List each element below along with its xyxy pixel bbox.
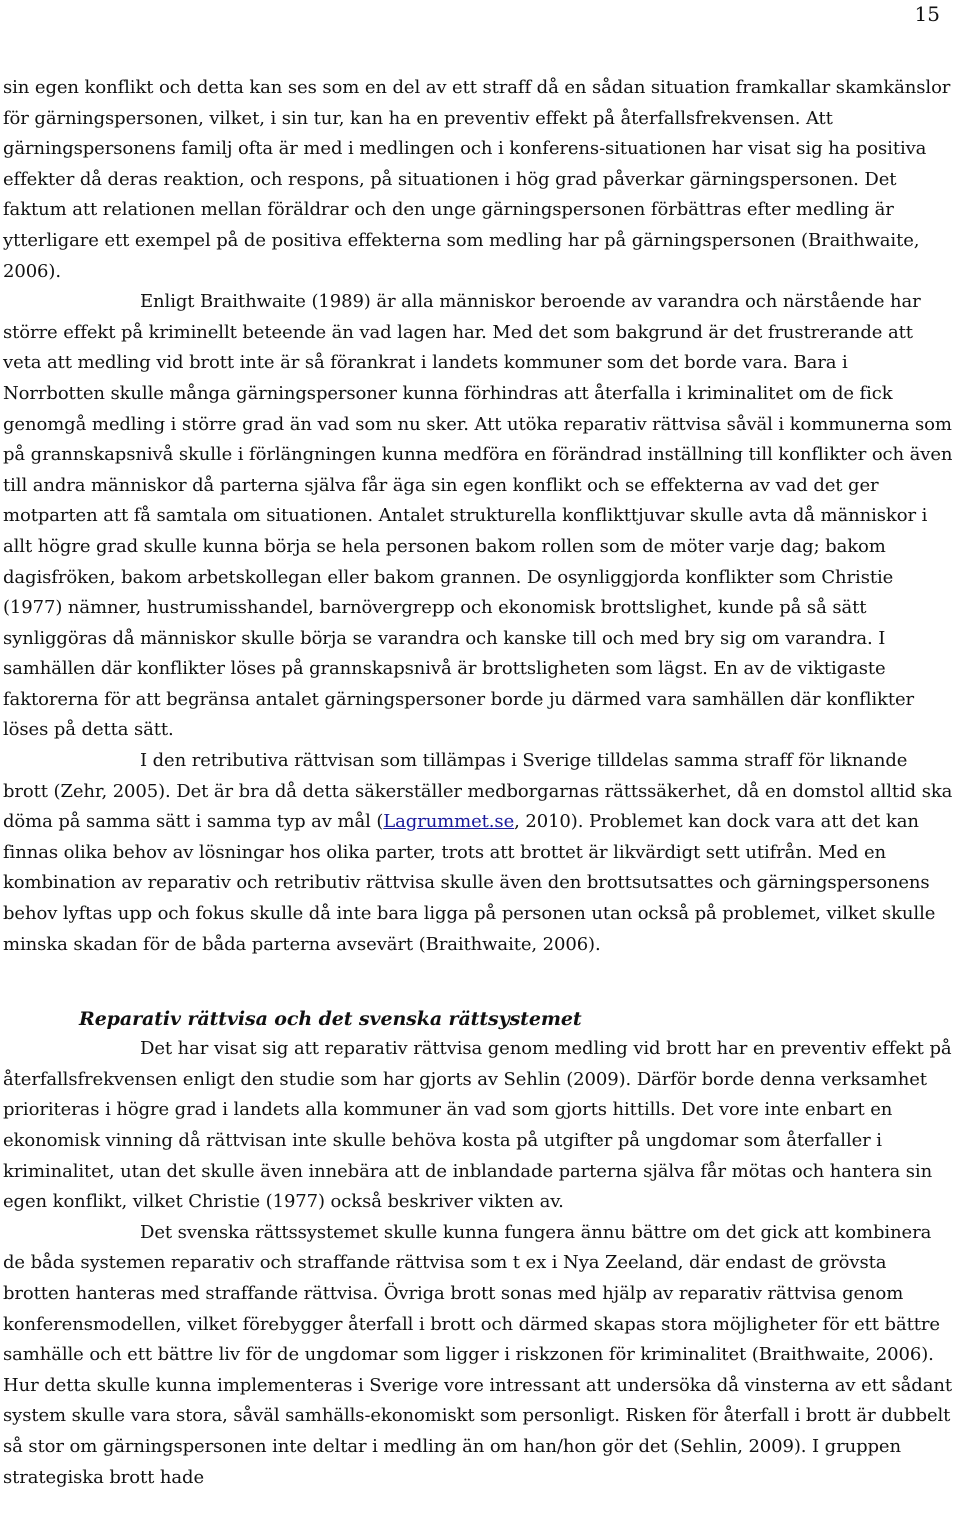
paragraph-rattssystemet: Det svenska rättssystemet skulle kunna fungera ännu bättre om det gick att kombinera de båda systemen reparativ och straffande rättvisa som t ex i Nya Zeeland, där endast de grövsta brotten hanteras med straffande rättvisa. Övriga brott sonas med hjälp av reparativ rättvisa genom konferensmodellen, vilket förebygger återfall i brott och därmed skapas stora möjligheter för ett bättre samhälle och ett bättre liv för de ungdomar som ligger i riskzonen för kriminalitet (Braithwaite, 2006). Hur detta skulle kunna implementeras i Sverige vore intressant att undersöka då vinsterna av ett sådant system skulle vara stora, såväl samhälls-ekonomiskt som personligt. Risken för återfall i brott är dubbelt så stor om gärningspersonen inte deltar i medling än om han/hon gör det (Sehlin, 2009). I gruppen strategiska brott hade xyxy=(3,1221,952,1488)
document-body xyxy=(3,73,953,1493)
paragraph-braithwaite: Enligt Braithwaite (1989) är alla människor beroende av varandra och närstående har större effekt på kriminellt beteende än vad lagen har. Med det som bakgrund är det frustrerande att veta att medling vid brott inte är så förankrat i landets kommuner som det borde vara. Bara i Norrbotten skulle många gärningspersoner kunna förhindras att återfalla i kriminalitet om de fick genomgå medling i större grad än vad som nu sker. Att utöka reparativ rättvisa såväl i kommunerna som på grannskapsnivå skulle i förlängningen kunna medföra en förändrad inställning till konflikter och även till andra människor då parterna själva får äga sin egen konflikt och se effekterna av vad det ger motparten att få samtala om situationen. Antalet strukturella konflikttjuvar skulle avta då människor i allt högre grad skulle kunna börja se hela personen bakom rollen som de möter varje dag; bakom dagisfröken, bakom arbetskollegan eller bakom grannen. De osynliggjorda konflikter som Christie (1977) nämner, hustrumisshandel, barnövergrepp och ekonomisk brottslighet, kunde på så sätt synliggöras då människor skulle börja se varandra och kanske till och med bry sig om varandra. I samhällen där konflikter löses på grannskapsnivå är brottsligheten som lägst. En av de viktigaste faktorerna för att begränsa antalet gärningspersoner borde ju därmed vara samhällen där konflikter löses på detta sätt. xyxy=(3,291,953,741)
paragraph-continuation: sin egen konflikt och detta kan ses som en del av ett straff då en sådan situation framkallar skamkänslor för gärningspersonen, vilket, i sin tur, kan ha en preventiv effekt på återfallsfrekvensen. Att gärningspersonens familj ofta är med i medlingen och i konferens-situationen har visat sig ha positiva effekter då deras reaktion, och respons, på situationen i hög grad påverkar gärningspersonen. Det faktum att relationen mellan föräldrar och den unge gärningspersonen förbättras efter medling är ytterligare ett exempel på de positiva effekterna som medling har på gärningspersonen (Braithwaite, 2006). xyxy=(3,77,951,282)
paragraph-retributiva-text-before-link: I den retributiva rättvisan som tillämpas i Sverige tilldelas samma straff för liknande brott (Zehr, 2005). Det är bra då detta säkerställer medborgarnas rättssäkerhet, då en domstol alltid ska döma på samma sätt i samma typ av mål ( xyxy=(3,750,953,833)
section-heading: Reparativ rättvisa och det svenska rättsystemet xyxy=(79,1008,582,1031)
paragraph-retributiva-text-after-link: , 2010). Problemet kan dock vara att det kan finnas olika behov av lösningar hos olika parter, trots att brottet är likvärdigt sett utifrån. Med en kombination av reparativ och retributiv rättvisa skulle även den brottsutsattes och gärningspersonens behov lyftas upp och fokus skulle då inte bara ligga på personen utan också på problemet, vilket skulle minska skadan för de båda parterna avsevärt (Braithwaite, 2006). xyxy=(3,811,936,955)
paragraph-medling-effekt: Det har visat sig att reparativ rättvisa genom medling vid brott har en preventiv effekt på återfallsfrekvensen enligt den studie som har gjorts av Sehlin (2009). Därför borde denna verksamhet prioriteras i högre grad i landets alla kommuner än vad som gjorts hittills. Det vore inte enbart en ekonomisk vinning då rättvisan inte skulle behöva kosta på utgifter på ungdomar som återfaller i kriminalitet, utan det skulle även innebära att de inblandade parterna själva får mötas och hantera sin egen konflikt, vilket Christie (1977) också beskriver vikten av. xyxy=(3,1038,952,1213)
page-number: 15 xyxy=(914,2,940,26)
lagrummet-link[interactable]: Lagrummet.se xyxy=(383,811,515,833)
paragraph-retributiva xyxy=(3,746,953,960)
